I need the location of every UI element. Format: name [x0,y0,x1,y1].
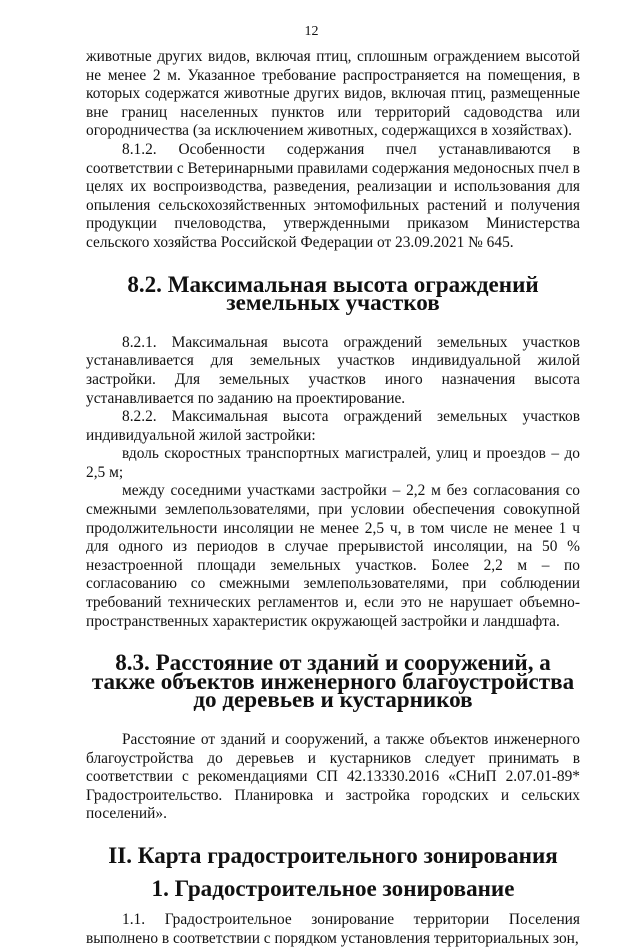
paragraph-between-plots: между соседними участками застройки – 2,2 м без согласования со смежными землепользователями, при условии обеспечения совокупной продолжительности инсоляции не менее 2,5 ч, в том числе не менее 1 ч для одного из периодов в случае прерывистой инсоляции, на 50 % незастроенной площади земельных участков. Более 2,2 м – по согласованию со смежными землепользователями, при соблюдении требований технических регламентов и, если это не нарушает объемно-пространственных характеристик окружающей застройки и ландшафта. [86,482,580,630]
section-heading-8-3: 8.3. Расстояние от зданий и сооружений, а также объектов инженерного благоустройства до деревьев и кустарников [91,649,575,713]
paragraph-animals-fencing: животные других видов, включая птиц, сплошным ограждением высотой не менее 2 м. Указанное требование распространяется на помещения, в которых содержатся животные других видов, включая птиц, размещенные вне границ населенных пунктов или территорий садоводства или огородничества (за исключением животных, содержащихся в хозяйствах). [86,48,580,140]
section-heading-8-2: 8.2. Максимальная высота ограждений земельных участков [127,270,539,316]
paragraph-along-highways: вдоль скоростных транспортных магистралей, улиц и проездов – до 2,5 м; [86,445,580,481]
document-body [86,48,580,948]
paragraph-1-1: 1.1. Градостроительное зонирование территории Поселения выполнено в соответствии с порядком установления территориальных зон, [86,911,580,947]
paragraph-8-1-2: 8.1.2. Особенности содержания пчел устанавливаются в соответствии с Ветеринарными правилами содержания медоносных пчел в целях их воспроизводства, разведения, реализации и использования для опыления сельскохозяйственных энтомофильных растений и получения продукции пчеловодства, утвержденными приказом Министерства сельского хозяйства Российской Федерации от 23.09.2021 № 645. [86,140,580,251]
page-number: 12 [304,24,319,39]
paragraph-8-2-2: 8.2.2. Максимальная высота ограждений земельных участков индивидуальной жилой застройки: [86,408,580,444]
section-heading-1: 1. Градостроительное зонирование [151,874,515,901]
paragraph-8-2-1: 8.2.1. Максимальная высота ограждений земельных участков устанавливается для земельных участков индивидуальной жилой застройки. Для земельных участков иного назначения высота устанавливается по заданию на проектирование. [86,333,580,407]
paragraph-8-3: Расстояние от зданий и сооружений, а также объектов инженерного благоустройства до деревьев и кустарников следует принимать в соответствии с рекомендациями СП 42.13330.2016 «СНиП 2.07.01-89* Градостроительство. Планировка и застройка городских и сельских поселений». [86,731,580,823]
chapter-heading-ii: II. Карта градостроительного зонирования [108,841,558,868]
